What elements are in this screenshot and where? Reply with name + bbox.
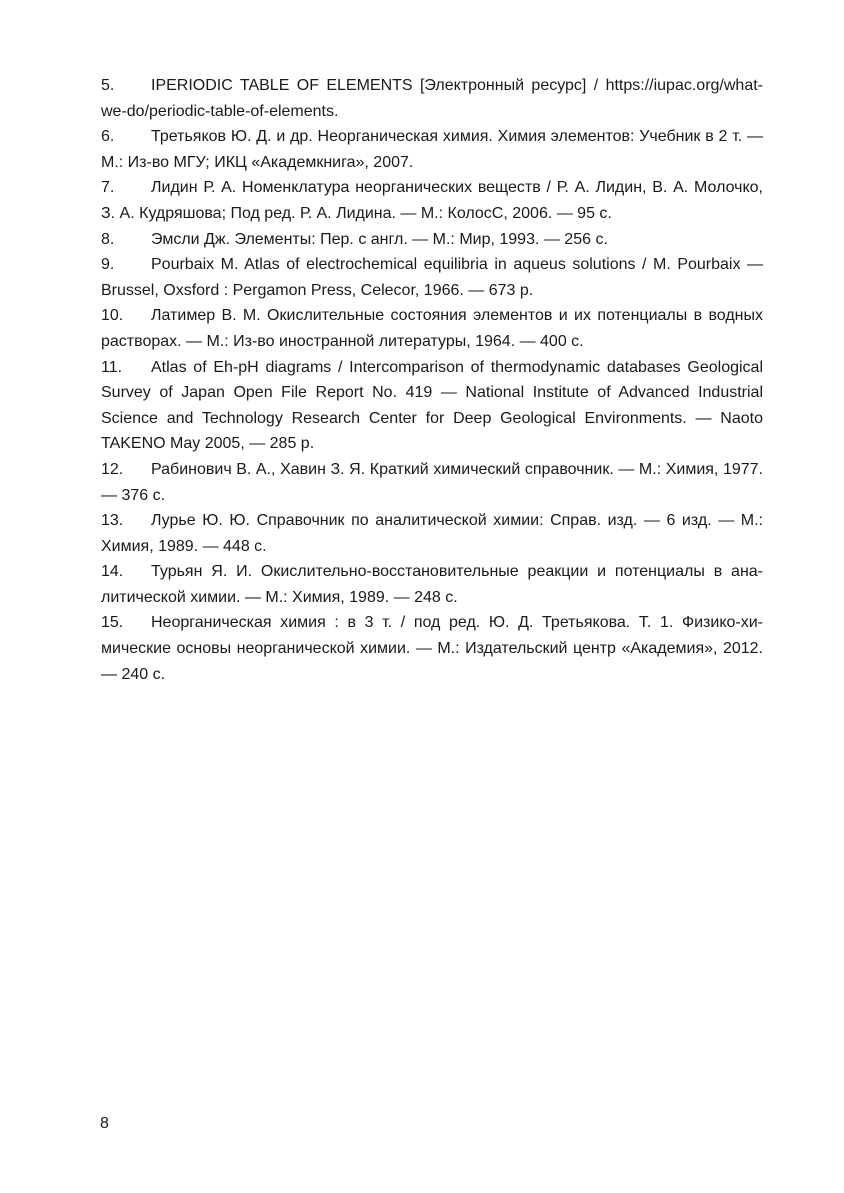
reference-text: Лурье Ю. Ю. Справочник по аналитической химии: Справ. изд. — 6 изд. — М.: Химия, 1989. — 448 с. bbox=[101, 512, 763, 555]
reference-text: Латимер В. М. Окислительные состояния элементов и их потенциалы в водных растворах. — М.: Из-во иностранной литературы, 1964. — 400 с. bbox=[101, 307, 763, 350]
reference-item bbox=[101, 355, 763, 457]
reference-item bbox=[101, 303, 763, 354]
reference-number: 9. bbox=[101, 256, 115, 274]
reference-text: Эмсли Дж. Элементы: Пер. с англ. — М.: Мир, 1993. — 256 с. bbox=[151, 230, 608, 248]
reference-number: 8. bbox=[101, 230, 115, 248]
reference-text: Рабинович В. А., Хавин З. Я. Краткий химический справочник. — М.: Химия, 1977. — 376 с. bbox=[101, 460, 763, 504]
reference-item bbox=[101, 252, 763, 303]
reference-number: 11. bbox=[101, 358, 123, 376]
reference-item bbox=[101, 559, 763, 610]
reference-item bbox=[101, 610, 763, 687]
reference-number: 5. bbox=[101, 77, 115, 94]
reference-number: 14. bbox=[101, 563, 124, 581]
reference-number: 13. bbox=[101, 512, 124, 530]
reference-list bbox=[101, 73, 763, 687]
reference-item bbox=[101, 73, 763, 124]
reference-text: Лидин Р. А. Номенклатура неорганических веществ / Р. А. Лидин, В. А. Молочко, З. А. Кудряшова; Под ред. Р. А. Лидина. — М.: КолосС, 2006. — 95 с. bbox=[101, 179, 763, 222]
reference-item bbox=[101, 227, 763, 253]
reference-item bbox=[101, 508, 763, 559]
reference-text: Pourbaix M. Atlas of electrochemical equilibria in aqueus solutions / M. Pourbaix — Brussel, Oxsford : Pergamon Press, Celecor, 1966. — 673 p. bbox=[101, 256, 763, 299]
reference-text: Неорганическая химия : в 3 т. / под ред. Ю. Д. Третьякова. Т. 1. Физико-химические основы неорганической химии. — М.: Издательский центр «Академия», 2012. — 240 с. bbox=[101, 614, 763, 683]
reference-item bbox=[101, 124, 763, 175]
reference-text: Atlas of Eh-pH diagrams / Intercomparison of thermodynamic databases Geological Survey of Japan Open File Report No. 419 — National Institute of Advanced Industrial Science and Technology Research Center for Deep Geological Environments. — Naoto TAKENO May 2005, — 285 p. bbox=[101, 358, 763, 453]
reference-item bbox=[101, 175, 763, 226]
reference-number: 15. bbox=[101, 614, 124, 632]
reference-number: 12. bbox=[101, 460, 124, 478]
reference-text: Третьяков Ю. Д. и др. Неорганическая химия. Химия элементов: Учебник в 2 т. — М.: Из-во МГУ; ИКЦ «Академкнига», 2007. bbox=[101, 128, 763, 171]
page-number: 8 bbox=[100, 1115, 109, 1132]
reference-text: Турьян Я. И. Окислительно-восстановительные реакции и потенциалы в аналитической химии. — М.: Химия, 1989. — 248 с. bbox=[101, 563, 763, 606]
reference-number: 10. bbox=[101, 307, 124, 325]
reference-item bbox=[101, 457, 763, 508]
reference-text: IPERIODIC TABLE OF ELEMENTS [Электронный ресурс] / https://iupac.org/what-we-do/periodic-table-of-elements. bbox=[101, 77, 763, 120]
reference-number: 6. bbox=[101, 128, 115, 146]
reference-number: 7. bbox=[101, 179, 115, 197]
